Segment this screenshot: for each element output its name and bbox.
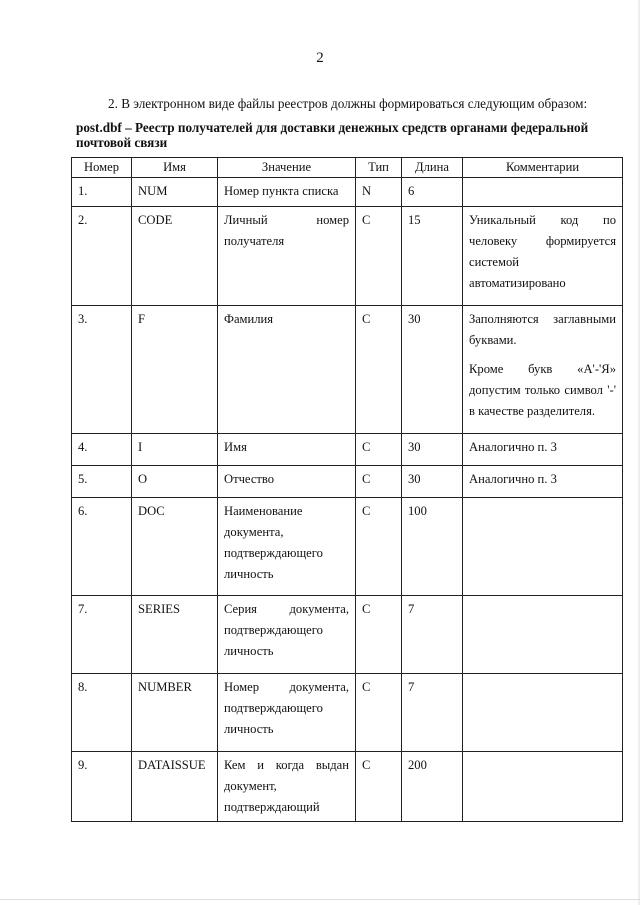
cell-value: Номер документа, подтверждающего личность [218, 674, 356, 752]
cell-value: Наименование документа, подтверждающего личность [218, 498, 356, 596]
cell-length: 30 [402, 466, 463, 498]
cell-type: C [356, 306, 402, 434]
table-row [72, 596, 623, 674]
cell-number: 2. [72, 207, 132, 306]
table-row [72, 498, 623, 596]
comment-paragraph: Заполняются заглавными буквами. [469, 312, 616, 347]
comment-paragraph: Кроме букв «А'-'Я» допустим только символ '-' в качестве разделителя. [469, 362, 616, 418]
cell-comment [463, 596, 623, 674]
table-row [72, 306, 623, 434]
cell-name: CODE [132, 207, 218, 306]
cell-comment [463, 178, 623, 207]
table-row [72, 178, 623, 207]
cell-length: 7 [402, 596, 463, 674]
cell-name: NUM [132, 178, 218, 207]
cell-comment [463, 752, 623, 822]
cell-number: 9. [72, 752, 132, 822]
cell-name: SERIES [132, 596, 218, 674]
table-row [72, 434, 623, 466]
cell-length: 200 [402, 752, 463, 822]
section-heading: post.dbf – Реестр получателей для доставки денежных средств органами федеральной почтовой связи [76, 120, 589, 150]
cell-name: I [132, 434, 218, 466]
header-name: Имя [132, 158, 218, 178]
cell-comment: Аналогично п. 3 [463, 434, 623, 466]
scan-line [0, 899, 640, 900]
cell-type: C [356, 596, 402, 674]
header-number: Номер [72, 158, 132, 178]
cell-value: Личный номер получателя [218, 207, 356, 306]
table-row [72, 674, 623, 752]
cell-length: 15 [402, 207, 463, 306]
header-comments: Комментарии [463, 158, 623, 178]
table-row [72, 752, 623, 822]
cell-length: 7 [402, 674, 463, 752]
cell-type: C [356, 466, 402, 498]
cell-type: C [356, 752, 402, 822]
cell-name: F [132, 306, 218, 434]
cell-name: DOC [132, 498, 218, 596]
cell-type: C [356, 207, 402, 306]
cell-length: 6 [402, 178, 463, 207]
cell-comment [463, 498, 623, 596]
table-row [72, 207, 623, 306]
registry-table [71, 157, 623, 822]
cell-value: Отчество [218, 466, 356, 498]
cell-name: NUMBER [132, 674, 218, 752]
header-value: Значение [218, 158, 356, 178]
cell-number: 5. [72, 466, 132, 498]
cell-number: 8. [72, 674, 132, 752]
cell-number: 3. [72, 306, 132, 434]
cell-length: 30 [402, 434, 463, 466]
cell-value: Номер пункта списка [218, 178, 356, 207]
cell-type: C [356, 674, 402, 752]
cell-comment [463, 306, 623, 434]
cell-number: 1. [72, 178, 132, 207]
cell-type: C [356, 434, 402, 466]
cell-length: 30 [402, 306, 463, 434]
header-type: Тип [356, 158, 402, 178]
cell-length: 100 [402, 498, 463, 596]
cell-comment: Аналогично п. 3 [463, 466, 623, 498]
cell-type: N [356, 178, 402, 207]
table-header-row [72, 158, 623, 178]
cell-number: 7. [72, 596, 132, 674]
cell-value: Серия документа, подтверждающего личность [218, 596, 356, 674]
cell-type: C [356, 498, 402, 596]
cell-comment [463, 674, 623, 752]
cell-comment: Уникальный код по человеку формируется системой автоматизировано [463, 207, 623, 306]
table-row [72, 466, 623, 498]
cell-number: 6. [72, 498, 132, 596]
page-number: 2 [316, 50, 324, 66]
cell-value: Имя [218, 434, 356, 466]
header-length: Длина [402, 158, 463, 178]
cell-name: DATAISSUE [132, 752, 218, 822]
intro-paragraph: 2. В электронном виде файлы реестров должны формироваться следующим образом: [108, 96, 588, 111]
cell-name: O [132, 466, 218, 498]
cell-value: Фамилия [218, 306, 356, 434]
cell-number: 4. [72, 434, 132, 466]
cell-value: Кем и когда выдан документ, подтверждающий [218, 752, 356, 822]
